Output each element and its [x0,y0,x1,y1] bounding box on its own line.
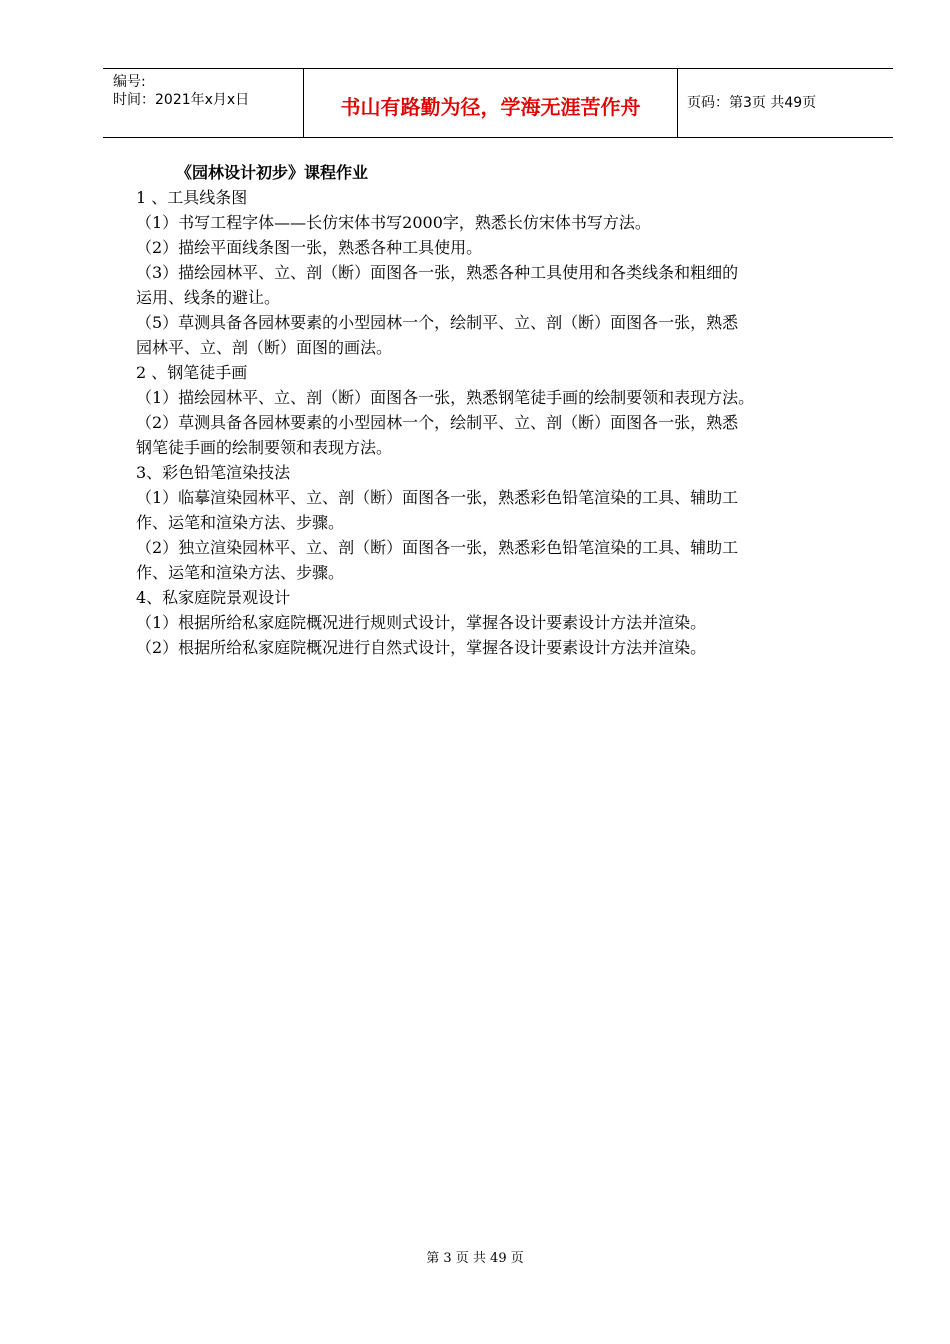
time-label: 时间：2021年x月x日 [113,92,250,108]
section-heading: 2 、钢笔徒手画 [136,363,248,382]
paragraph-line: （1）描绘园林平、立、剖（断）面图各一张，熟悉钢笔徒手画的绘制要领和表现方法。 [136,388,755,407]
paragraph-line: （1）临摹渲染园林平、立、剖（断）面图各一张，熟悉彩色铅笔渲染的工具、辅助工 [136,488,739,507]
paragraph-line: （2）根据所给私家庭院概况进行自然式设计，掌握各设计要素设计方法并渲染。 [136,638,707,657]
page-footer [0,1247,950,1266]
header-motto-cell [303,69,678,137]
paragraph-line: （3）描绘园林平、立、剖（断）面图各一张，熟悉各种工具使用和各类线条和粗细的 [136,263,739,282]
motto-text: 书山有路勤为径，学海无涯苦作舟 [340,95,641,119]
paragraph-line: （1）书写工程字体——长仿宋体书写2000字，熟悉长仿宋体书写方法。 [136,213,651,232]
header-page-cell [677,69,893,137]
paragraph-line: 园林平、立、剖（断）面图的画法。 [136,338,393,357]
document-title: 《园林设计初步》课程作业 [176,163,369,182]
section-heading: 4、私家庭院景观设计 [136,588,291,607]
section-heading: 3、彩色铅笔渲染技法 [136,463,291,482]
paragraph-line: （2）草测具备各园林要素的小型园林一个，绘制平、立、剖（断）面图各一张，熟悉 [136,413,739,432]
page-header [103,68,893,138]
paragraph-line: （2）描绘平面线条图一张，熟悉各种工具使用。 [136,238,483,257]
paragraph-line: 作、运笔和渲染方法、步骤。 [136,563,345,582]
paragraph-line: 运用、线条的避让。 [136,288,281,307]
paragraph-line: 钢笔徒手画的绘制要领和表现方法。 [136,438,393,457]
paragraph-line: （1）根据所给私家庭院概况进行规则式设计，掌握各设计要素设计方法并渲染。 [136,613,707,632]
paragraph-line: （2）独立渲染园林平、立、剖（断）面图各一张，熟悉彩色铅笔渲染的工具、辅助工 [136,538,739,557]
footer-page-number: 第 3 页 共 49 页 [426,1251,524,1266]
document-body [136,160,866,660]
paragraph-line: 作、运笔和渲染方法、步骤。 [136,513,345,532]
header-meta-cell [103,69,303,137]
section-heading: 1 、工具线条图 [136,188,248,207]
page-info: 页码：第3页 共49页 [687,95,817,111]
number-label: 编号: [113,74,146,90]
paragraph-line: （5）草测具备各园林要素的小型园林一个，绘制平、立、剖（断）面图各一张，熟悉 [136,313,739,332]
